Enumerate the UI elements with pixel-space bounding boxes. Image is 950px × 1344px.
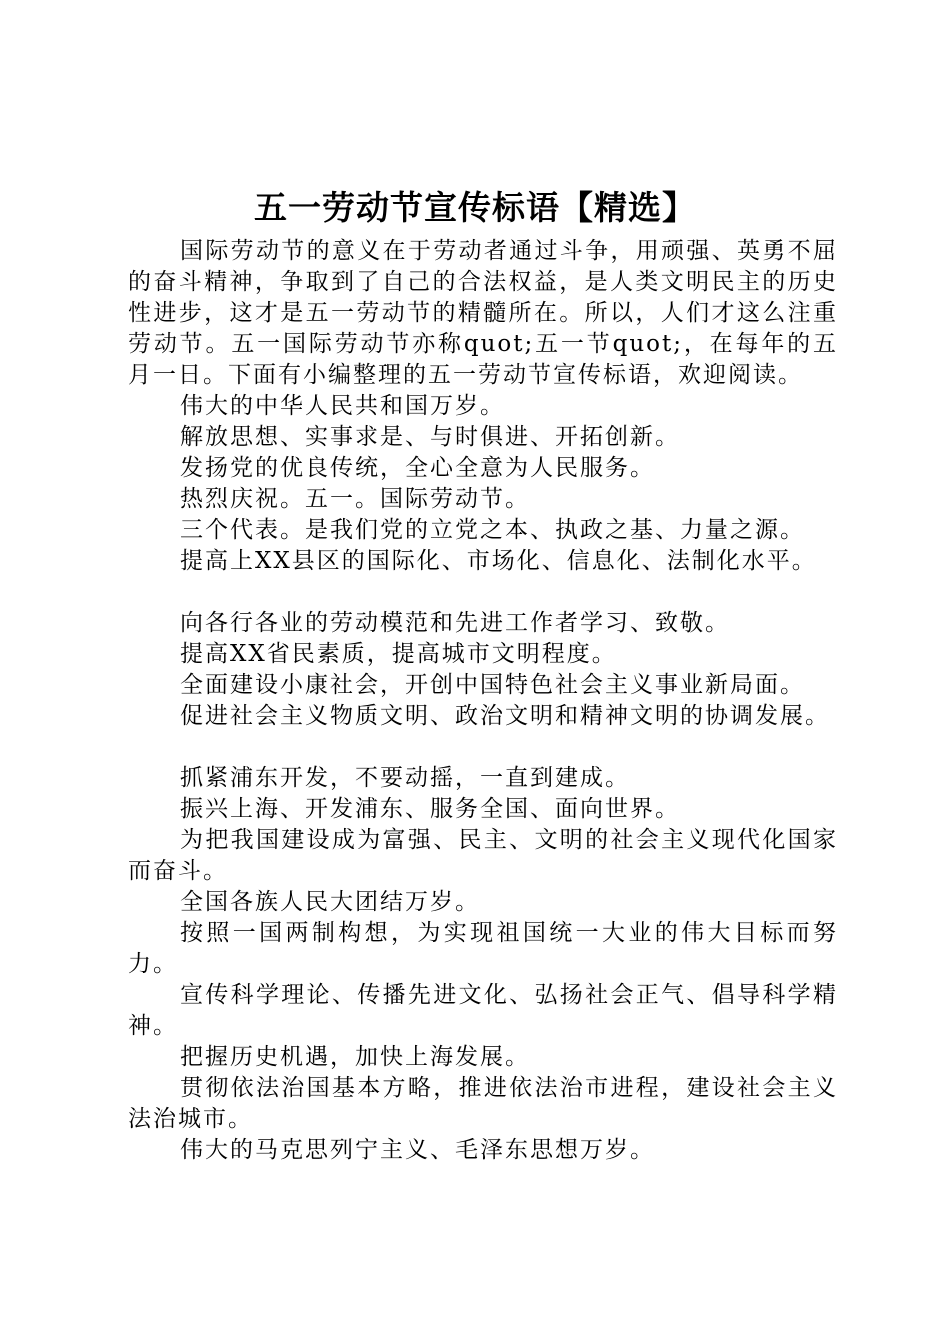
- document-title: 五一劳动节宣传标语【精选】: [254, 188, 696, 227]
- slogan-line: 伟大的中华人民共和国万岁。: [180, 393, 505, 419]
- blank-line: [128, 577, 838, 608]
- slogan-line: 伟大的马克思列宁主义、毛泽东思想万岁。: [180, 1137, 655, 1163]
- slogan-line: 全国各族人民大团结万岁。: [180, 889, 480, 915]
- slogan-line: 把握历史机遇，加快上海发展。: [180, 1044, 530, 1070]
- slogan-line: 向各行各业的劳动模范和先进工作者学习、致敬。: [180, 610, 730, 636]
- slogan-line: 解放思想、实事求是、与时俱进、开拓创新。: [180, 424, 680, 450]
- slogan-line: 全面建设小康社会，开创中国特色社会主义事业新局面。: [180, 672, 805, 698]
- slogan-line: 三个代表。是我们党的立党之本、执政之基、力量之源。: [180, 517, 805, 543]
- slogan-line: 为把我国建设成为富强、民主、文明的社会主义现代化国家而奋斗。: [128, 827, 838, 884]
- slogan-line: 提高XX省民素质，提高城市文明程度。: [180, 641, 617, 667]
- slogan-line: 振兴上海、开发浦东、服务全国、面向世界。: [180, 796, 680, 822]
- slogan-line: 宣传科学理论、传播先进文化、弘扬社会正气、倡导科学精神。: [128, 982, 838, 1039]
- slogan-line: 贯彻依法治国基本方略，推进依法治市进程，建设社会主义法治城市。: [128, 1075, 838, 1132]
- document-body: [128, 236, 838, 1166]
- slogan-line: 热烈庆祝。五一。国际劳动节。: [180, 486, 530, 512]
- blank-line: [128, 732, 838, 763]
- slogan-line: 按照一国两制构想，为实现祖国统一大业的伟大目标而努力。: [128, 920, 838, 977]
- slogan-line: 提高上XX县区的国际化、市场化、信息化、法制化水平。: [180, 548, 817, 574]
- intro-paragraph: 国际劳动节的意义在于劳动者通过斗争，用顽强、英勇不屈的奋斗精神，争取到了自己的合法权益，是人类文明民主的历史性进步，这才是五一劳动节的精髓所在。所以，人们才这么注重劳动节。五一国际劳动节亦称quot;五一节quot;，在每年的五月一日。下面有小编整理的五一劳动节宣传标语，欢迎阅读。: [128, 238, 838, 388]
- slogan-line: 促进社会主义物质文明、政治文明和精神文明的协调发展。: [180, 703, 830, 729]
- slogan-line: 发扬党的优良传统，全心全意为人民服务。: [180, 455, 655, 481]
- slogan-line: 抓紧浦东开发，不要动摇，一直到建成。: [180, 765, 630, 791]
